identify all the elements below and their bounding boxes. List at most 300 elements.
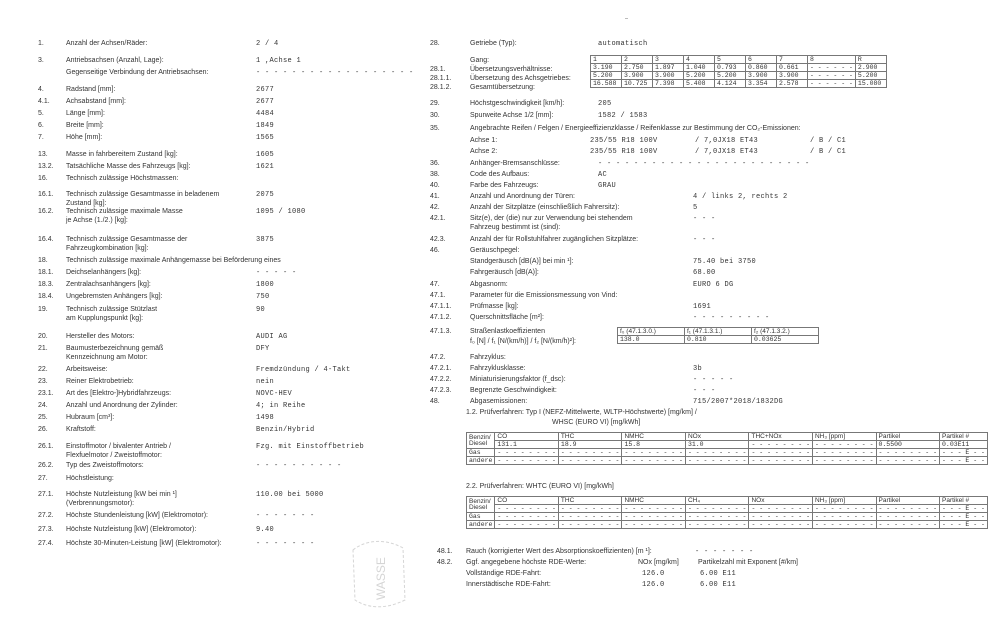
row-number: 42. [430,204,440,211]
faint-stamp [345,520,415,615]
gang-label: Gang: [470,57,490,64]
row-label: Straßenlastkoeffizienten [470,328,545,335]
row-number: 27.1. [38,491,54,498]
gang-cell: 5 [715,56,746,64]
row-value: 1095 / 1080 [256,208,306,216]
row-value: - - - [693,215,716,223]
row-label-2: Zustand [kg]: [66,200,107,207]
rde-nox-value: 126.0 [642,570,665,578]
roadload-cell: 0.810 [685,336,752,344]
gang-cell: 3 [653,56,684,64]
emissions-cell: - - - - - - - - [749,457,813,465]
row-value: DFY [256,345,270,353]
emissions-cell: - - - - - - - - [749,505,813,513]
row-value: 750 [256,293,270,301]
emissions-cell: - - - - - - - - [876,521,940,529]
row-label: Höchstgeschwindigkeit [km/h]: [470,100,565,107]
row-number: 27.2. [38,512,54,519]
row-label: Anzahl der für Rollstuhlfahrer zugänglichen Sitzplätze: [470,236,639,243]
roadload-cell: 0.03625 [752,336,819,344]
row-number: 47.1.3. [430,328,452,335]
row-label-2: je Achse (1./2.) [kg]: [66,217,128,224]
row-number: 25. [38,414,48,421]
emissions-cell: - - - E - - [940,521,988,529]
emissions-cell: - - - - - - - - [622,449,686,457]
row-label: Ggf. angegebene höchste RDE-Werte: [466,559,587,566]
emissions-cell: - - - - - - - - [685,513,749,521]
row-value: AUDI AG [256,333,288,341]
emissions-row [467,513,988,521]
ratio-cell: 3.190 [591,64,622,72]
ratio-cell: 7.398 [653,80,684,88]
row-number: 48.1. [437,548,453,555]
row-label: Miniaturisierungsfaktor (f_dsc): [470,376,566,383]
rde-pn-value: 6.00 E11 [700,570,737,578]
row-label: Abgasemissionen: [470,398,528,405]
row-value: 75.40 bei 3750 [693,258,757,266]
row-label: Übersetzung des Achsgetriebes: [470,75,571,82]
row-number: 48. [430,398,440,405]
row-label: Technisch zulässige Höchstmassen: [66,175,179,182]
row-value: nein [256,378,275,386]
row-number: 16.4. [38,236,54,243]
ratio-cell: 3.900 [622,72,653,80]
emissions-header-cell: NMHC [622,497,686,505]
ratio-cell: 3.354 [746,80,777,88]
emissions-cell: - - - - - - - - [558,449,622,457]
row-label: Baumusterbezeichnung gemäß [66,345,164,352]
emissions-cell: - - - - - - - - [812,513,876,521]
ratio-cell: 16.588 [591,80,622,88]
emissions-header-cell: NH₃ [ppm] [812,433,876,441]
emissions-header-cell: NOx [685,433,749,441]
row-label: Spurweite Achse 1/2 [mm]: [470,112,554,119]
emissions-header-cell: NH₃ [ppm] [812,497,876,505]
row-number: 42.1. [430,215,446,222]
emissions-cell: - - - - - - - - [749,449,813,457]
row-value: - - - - - - - - - [693,314,770,322]
emissions-cell: - - - - - - - - [495,457,559,465]
emissions-header-cell: NOx [749,497,813,505]
row-label: Code des Aufbaus: [470,171,530,178]
row-label: Anzahl und Anordnung der Türen: [470,193,575,200]
row-label-2: am Kupplungspunkt [kg]: [66,315,144,322]
row-label-2: (Verbrennungsmotor): [66,500,135,507]
row-number: 13. [38,151,48,158]
row-value: 1498 [256,414,275,422]
row-label: Gesamtübersetzung: [470,84,535,91]
row-label: Hubraum [cm³]: [66,414,115,421]
emissions-cell: - - - - - - - - [876,505,940,513]
ratio-cell: 2.578 [777,80,808,88]
ratio-cell: 0.793 [715,64,746,72]
row-label: Typ des Zweistoffmotors: [66,462,144,469]
ratio-cell: 1.040 [684,64,715,72]
row-value: - - - - - [693,376,734,384]
row-value: Benzin/Hybrid [256,426,315,434]
ratio-cell: 5.408 [684,80,715,88]
gang-cell: 8 [808,56,856,64]
emissions-row [467,449,988,457]
row-value: - - - - - - - [695,548,754,556]
emissions-cell: - - - - - - - - [622,457,686,465]
row-label: Achsabstand [mm]: [66,98,126,105]
rde-pn-value: 6.00 E11 [700,581,737,589]
emissions-cell: - - - - - - - - [876,449,940,457]
row-value: 1621 [256,163,275,171]
emissions-cell: - - - E - - [940,505,988,513]
row-number: 26. [38,426,48,433]
row-number: 16.1. [38,191,54,198]
row-value: - - - [693,387,716,395]
emissions-cell: 31.0 [685,441,749,449]
row-label: Standgeräusch [dB(A)] bei min ¹]: [470,258,574,265]
emissions-cell: - - - E - - [940,457,988,465]
row-number: 47.2.1. [430,365,452,372]
gang-cell: 2 [622,56,653,64]
roadload-value-row [618,336,819,344]
roadload-cell: f₁ (47.1.3.1.) [685,328,752,336]
row-label: Achse 2: [470,148,498,155]
row-number: 46. [430,247,440,254]
row-number: 28.1.1. [430,75,452,82]
emissions-table-whtc [466,496,988,529]
emissions-cell: - - - - - - - - [558,457,622,465]
ratio-cell: 5.200 [591,72,622,80]
procedure-label-2: WHSC (EURO VI) [mg/kWh] [552,419,641,426]
ratio-cell: - - - - - - [808,64,856,72]
row-number: 18.4. [38,293,54,300]
row-value: GRAU [598,182,617,190]
row-label: Fahrzyklusklasse: [470,365,526,372]
row-number: 23.1. [38,390,54,397]
emissions-cell: - - - - - - - - [812,449,876,457]
emissions-cell: - - - - - - - - [495,505,559,513]
emissions-cell: 131.1 [495,441,559,449]
row-value: - - - - - - - [256,512,315,520]
row-value: 68.00 [693,269,716,277]
row-label: Höchstleistung: [66,475,114,482]
row-label: Technisch zulässige Gesamtmasse in beladenem [66,191,220,198]
row-value: 1691 [693,303,712,311]
procedure-label: 2.2. Prüfverfahren: WHTC (EURO VI) [mg/kWh] [466,483,614,490]
row-label: Hersteller des Motors: [66,333,135,340]
row-label: Anzahl der Achsen/Räder: [66,40,148,47]
row-number: 36. [430,160,440,167]
row-label: Höchste Nutzleistung [kW] (Elektromotor): [66,526,197,533]
emissions-cell: Gas [467,449,495,457]
gang-cell: 6 [746,56,777,64]
row-value: 1582 / 1583 [598,112,648,120]
ratio-cell: 2.900 [855,64,886,72]
ratio-cell: 10.725 [622,80,653,88]
gang-cell: 4 [684,56,715,64]
row-value: 1565 [256,134,275,142]
emissions-header-cell: Partikel [876,497,940,505]
row-label: Technisch zulässige Gesamtmasse der [66,236,188,243]
row-label: Rauch (korrigierter Wert des Absorptionskoeffizienten) [m ¹]: [466,548,652,555]
row-value: AC [598,171,608,179]
ratio-cell: 3.900 [777,72,808,80]
row-value: 4 / links 2, rechts 2 [693,193,788,201]
emissions-cell: 18.9 [558,441,622,449]
row-number: 5. [38,110,44,117]
row-number: 3. [38,57,44,64]
emissions-cell: andere [467,457,495,465]
emissions-cell: - - - - - - - - [558,505,622,513]
emissions-row [467,505,988,513]
emissions-header-cell: NMHC [622,433,686,441]
row-value: 3875 [256,236,275,244]
emissions-table-type-1 [466,432,988,465]
row-value: 2075 [256,191,275,199]
row-value: 110.00 bei 5000 [256,491,324,499]
row-number: 38. [430,171,440,178]
row-number: 4. [38,86,44,93]
row-label: Breite [mm]: [66,122,104,129]
row-number: 23. [38,378,48,385]
row-value: 1 ,Achse 1 [256,57,302,65]
row-number: 7. [38,134,44,141]
row-number: 27.4. [38,540,54,547]
emissions-cell: - - - E - - [940,449,988,457]
row-number: 28. [430,40,440,47]
row-label: Länge [mm]: [66,110,105,117]
row-value: 90 [256,306,266,314]
emissions-cell: 15.8 [622,441,686,449]
row-value: 9.40 [256,526,275,534]
road-load-table [617,327,819,344]
emissions-cell: - - - - - - - - [749,521,813,529]
tire-size: 235/55 R18 100V [590,137,658,145]
row-label: Höhe [mm]: [66,134,103,141]
emissions-cell: - - - - - - - - [812,457,876,465]
row-label-2: f₀ [N] / f₁ [N/(km/h)] / f₂ [N/(km/h)²]: [470,338,576,345]
row-label: Anhänger-Bremsanschlüsse: [470,160,560,167]
gang-cell: 1 [591,56,622,64]
row-number: 47. [430,281,440,288]
ratio-cell: 2.750 [622,64,653,72]
ratio-cell: 5.200 [684,72,715,80]
emissions-cell: - - - - - - - - [495,521,559,529]
ratio-cell: 0.661 [777,64,808,72]
row-number: 21. [38,345,48,352]
row-label: Kraftstoff: [66,426,96,433]
gear-ratio-row [591,64,887,72]
tire-class: / B / C1 [810,137,847,145]
row-number: 30. [430,112,440,119]
row-label: Achse 1: [470,137,498,144]
row-label: Getriebe (Typ): [470,40,517,47]
stamp-text: WASSE [374,557,388,600]
row-label: Technisch zulässige maximale Anhängemasse bei Beförderung eines [66,257,281,264]
emissions-header-cell: Partikel [876,433,940,441]
row-label: Anzahl der Sitzplätze (einschließlich Fahrersitz): [470,204,620,211]
row-number: 47.1. [430,292,446,299]
row-number: 35. [430,125,440,132]
emissions-cell: - - - - - - - - [812,521,876,529]
emissions-cell: - - - - - - - - [495,449,559,457]
row-value: 2677 [256,86,275,94]
procedure-label: 1.2. Prüfverfahren: Typ I (NEFZ-Mittelwerte, WLTP-Höchstwerte) [mg/km] / [466,409,697,416]
emissions-header-cell: Partikel # [940,433,988,441]
row-number: 47.2.3. [430,387,452,394]
ratio-cell: 4.124 [715,80,746,88]
row-label: Vollständige RDE-Fahrt: [466,570,542,577]
row-number: 26.1. [38,443,54,450]
emissions-header-cell: CH₄ [685,497,749,505]
rde-nox-value: 126.0 [642,581,665,589]
ratio-cell: 3.900 [653,72,684,80]
row-label: Fahrzyklus: [470,354,506,361]
gear-ratio-table [590,55,887,88]
row-value: Fremdzündung / 4-Takt [256,366,351,374]
emissions-header-cell: CO [495,433,559,441]
row-number: 4.1. [38,98,50,105]
roadload-header-row [618,328,819,336]
row-number: 19. [38,306,48,313]
row-value: 5 [693,204,698,212]
row-number: 47.2.2. [430,376,452,383]
row-number: 20. [38,333,48,340]
emissions-cell: - - - - - - - - [876,457,940,465]
row-value: automatisch [598,40,648,48]
emissions-cell: - - - - - - - - [622,513,686,521]
row-label: Begrenzte Geschwindigkeit: [470,387,557,394]
row-label: Anzahl und Anordnung der Zylinder: [66,402,178,409]
row-value: EURO 6 DG [693,281,734,289]
row-value: 1800 [256,281,275,289]
row-value: - - - - - - - - - - [256,462,342,470]
row-label: Höchste Nutzleistung [kW bei min ¹] [66,491,177,498]
row-number: 47.1.1. [430,303,452,310]
emissions-row [467,441,988,449]
emissions-header-row [467,497,988,505]
row-value: 4; in Reihe [256,402,306,410]
row-label-2: Kennzeichnung am Motor: [66,354,148,361]
roadload-cell: f₀ (47.1.3.0.) [618,328,685,336]
row-number: 6. [38,122,44,129]
row-label: Höchste Stundenleistung [kW] (Elektromotor): [66,512,209,519]
row-number: 28.1.2. [430,84,452,91]
row-label: Ungebremsten Anhängers [kg]: [66,293,163,300]
row-label: Geräuschpegel: [470,247,520,254]
emissions-cell: - - - - - - - - [495,513,559,521]
row-label: Einstoffmotor / bivalenter Antrieb / [66,443,171,450]
gear-ratio-row [591,72,887,80]
row-number: 22. [38,366,48,373]
emissions-cell: - - - - - - - - [622,521,686,529]
row-label: Antriebsachsen (Anzahl, Lage): [66,57,164,64]
row-value: NOVC-HEV [256,390,293,398]
emissions-header-cell: Benzin/ Diesel [467,433,495,449]
row-label: Prüfmasse [kg]: [470,303,519,310]
row-label-2: Fahrzeug bestimmt ist (sind): [470,224,561,231]
row-label: Sitz(e), der (die) nur zur Verwendung bei stehendem [470,215,633,222]
emissions-cell: - - - - - - - - [685,505,749,513]
rde-pn-header: Partikelzahl mit Exponent [#/km] [698,559,798,566]
row-value: 2 / 4 [256,40,279,48]
row-label: Übersetzungsverhältnisse: [470,66,553,73]
row-label: Reiner Elektrobetrieb: [66,378,134,385]
emissions-cell: - - - E - - [940,513,988,521]
roadload-cell: 138.0 [618,336,685,344]
ratio-cell: 5.200 [855,72,886,80]
emissions-row [467,457,988,465]
row-label: Angebrachte Reifen / Felgen / Energieeffizienzklasse / Reifenklasse zur Bestimmung der CO₂-Emissionen: [470,125,801,132]
row-number: 27. [38,475,48,482]
row-label: Fahrgeräusch [dB(A)]: [470,269,539,276]
row-number: 48.2. [437,559,453,566]
row-label: Deichselanhängers [kg]: [66,269,142,276]
emissions-cell: - - - - - - - - [749,513,813,521]
row-number: 40. [430,182,440,189]
emissions-cell: - - - - - - - - [749,441,813,449]
row-label: Technisch zulässige maximale Masse [66,208,183,215]
ratio-cell: 3.900 [746,72,777,80]
emissions-cell: - - - - - - - - [558,513,622,521]
rim-size: / 7,0JX18 ET43 [695,148,759,156]
row-label: Masse in fahrbereitem Zustand [kg]: [66,151,178,158]
row-number: 13.2. [38,163,54,170]
row-label-2: Fahrzeugkombination [kg]: [66,245,149,252]
gear-header-row [591,56,887,64]
emissions-header-cell: THC+NOx [749,433,813,441]
row-label: Gegenseitige Verbindung der Antriebsachsen: [66,69,209,76]
row-number: 26.2. [38,462,54,469]
emissions-row [467,521,988,529]
row-label: Parameter für die Emissionsmessung von Vind: [470,292,618,299]
row-label: Höchste 30-Minuten-Leistung [kW] (Elektromotor): [66,540,222,547]
emissions-header-cell: Partikel # [940,497,988,505]
rim-size: / 7,0JX18 ET43 [695,137,759,145]
row-value: 1605 [256,151,275,159]
row-number: 1. [38,40,44,47]
row-number: 18.1. [38,269,54,276]
row-value: - - - - - [256,269,297,277]
row-value: - - - - - - - [256,540,315,548]
row-number: 27.3. [38,526,54,533]
emissions-cell: - - - - - - - - [558,521,622,529]
row-label: Abgasnorm: [470,281,508,288]
emissions-cell: andere [467,521,495,529]
row-value: 4484 [256,110,275,118]
emissions-header-cell: THC [558,433,622,441]
tire-class: / B / C1 [810,148,847,156]
gang-cell: 7 [777,56,808,64]
row-number: 47.1.2. [430,314,452,321]
row-value: 3b [693,365,703,373]
ratio-cell: 15.080 [855,80,886,88]
emissions-cell: - - - - - - - - [685,457,749,465]
ratio-cell: 0.860 [746,64,777,72]
row-number: 47.2. [430,354,446,361]
emissions-cell: - - - - - - - - [812,441,876,449]
row-value: - - - - - - - - - - - - - - - - - - [256,69,414,77]
gang-cell: R [855,56,886,64]
row-value: 715/2007*2018/1832DG [693,398,784,406]
roadload-cell: f₂ (47.1.3.2.) [752,328,819,336]
row-number: 16.2. [38,208,54,215]
emissions-header-cell: THC [558,497,622,505]
row-label: Technisch zulässige Stützlast [66,306,158,313]
row-number: 18.3. [38,281,54,288]
tire-size: 235/55 R18 100V [590,148,658,156]
emissions-header-row [467,433,988,441]
row-number: 18. [38,257,48,264]
row-label: Innerstädtische RDE-Fahrt: [466,581,551,588]
emissions-cell: - - - - - - - - [685,449,749,457]
